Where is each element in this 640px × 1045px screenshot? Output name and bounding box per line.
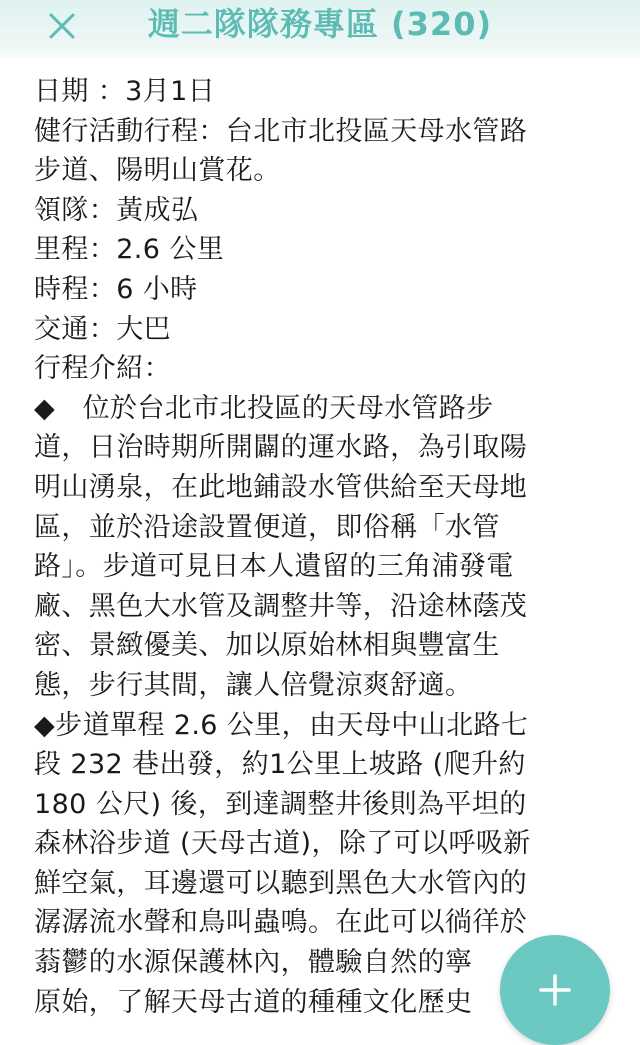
content-line: 段 232 巷出發，約1公里上坡路 (爬升約 <box>34 749 526 781</box>
content-line: 蓊鬱的水源保護林內，體驗自然的寧 <box>34 947 473 979</box>
content-line: 日期 ：3月1日 <box>34 76 216 107</box>
content-line: 潺潺流水聲和鳥叫蟲鳴。在此可以徜徉於 <box>34 907 528 939</box>
content-line: 180 公尺) 後，到達調整井後則為平坦的 <box>34 788 527 820</box>
content-line: 領隊：黃成弘 <box>34 194 199 226</box>
content-line: ◆步道單程 2.6 公里，由天母中山北路七 <box>34 709 529 741</box>
content-line: 路」。步道可見日本人遺留的三角浦發電 <box>34 551 514 583</box>
content-line: 明山湧泉，在此地鋪設水管供給至天母地 <box>34 471 528 503</box>
add-post-button[interactable] <box>500 935 610 1045</box>
content-line: 森林浴步道 (天母古道)，除了可以呼吸新 <box>34 828 531 860</box>
content-line: 時程：6 小時 <box>34 273 198 305</box>
content-line: 廠、黑色大水管及調整井等，沿途林蔭茂 <box>34 590 528 622</box>
content-line: 道，日治時期所開闢的運水路，為引取陽 <box>34 432 528 464</box>
top-bar <box>0 0 640 58</box>
post-content <box>34 72 590 1022</box>
content-line: ◆ 位於台北市北投區的天母水管路步 <box>34 392 494 424</box>
content-line: 原始，了解天母古道的種種文化歷史 <box>34 986 473 1018</box>
content-line: 態，步行其間，讓人倍覺涼爽舒適。 <box>34 669 473 701</box>
content-line: 里程：2.6 公里 <box>34 234 225 266</box>
content-line: 交通：大巴 <box>34 313 171 345</box>
content-line: 鮮空氣，耳邊還可以聽到黑色大水管內的 <box>34 867 528 899</box>
content-line: 步道、陽明山賞花。 <box>34 155 281 187</box>
content-line: 健行活動行程：台北市北投區天母水管路 <box>34 115 528 147</box>
content-line: 密、景緻優美、加以原始林相與豐富生 <box>34 630 500 662</box>
page-title: 週二隊隊務專區 (320) <box>147 5 493 43</box>
content-line: 行程介紹： <box>34 353 171 385</box>
content-line: 區，並於沿途設置便道，即俗稱「水管 <box>34 511 500 543</box>
plus-icon <box>538 973 572 1007</box>
